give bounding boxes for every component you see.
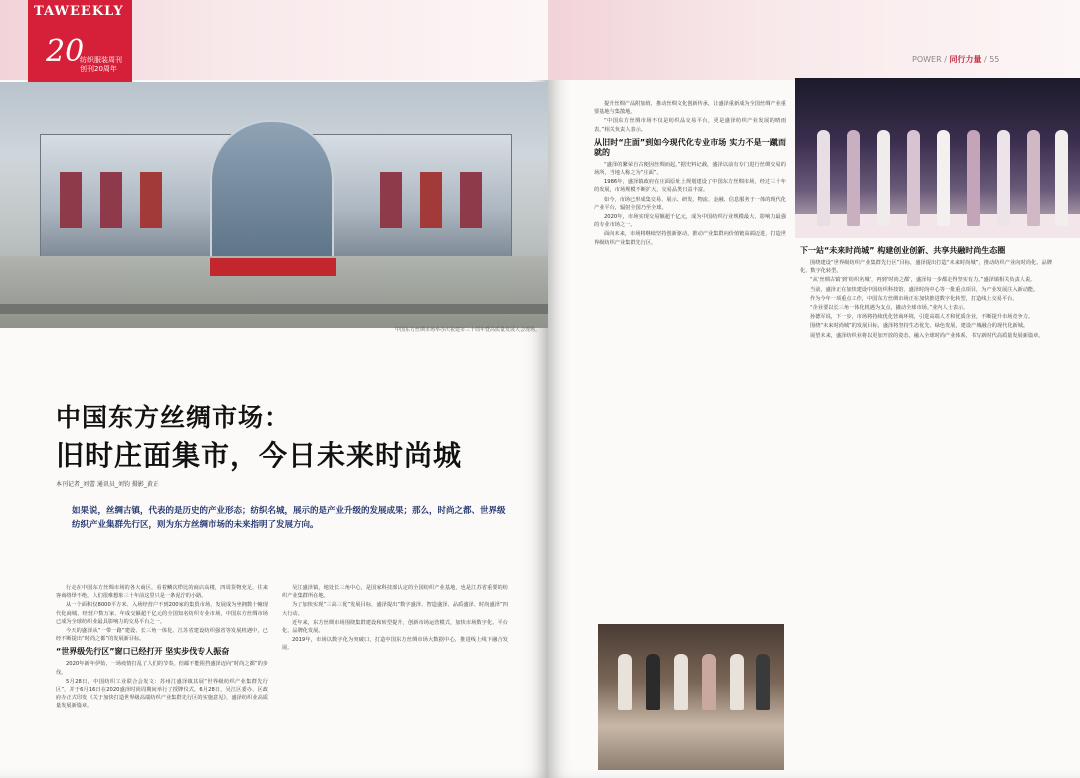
fashion-show-photo [795, 78, 1080, 238]
banner [60, 172, 82, 228]
runway-model [1027, 130, 1040, 226]
photo-caption: 中国东方丝绸市场举办庆祝建市三十周年暨高质量发展大会现场。 [394, 327, 540, 333]
mannequin [646, 654, 660, 710]
runway-model [877, 130, 890, 226]
market-aerial-photo [0, 82, 548, 328]
banner [100, 172, 122, 228]
text-column-3 [594, 100, 786, 612]
paragraph: 2020年新年伊始，一场疫情打乱了人们的节奏。但邮不能阻挡盛泽迈向“时尚之都”的步伐。 [56, 661, 268, 676]
banner [380, 172, 402, 228]
mannequin [618, 654, 632, 710]
subheading: 下一站“未来时尚城” 构建创业创新、共享共融时尚生态圈 [800, 246, 1006, 255]
page-number: 55 [989, 55, 1000, 64]
paragraph: 提升丝绸产品附加值，推动丝绸文化创新传承，让盛泽重新成为全国丝绸产业重要基地与集散地。 [594, 101, 786, 116]
paragraph: 孙德军说，下一步，市场将持续优化营商环境，引进高端人才和优质企业，不断提升市场竞争力。 [810, 314, 1034, 321]
lead-paragraph: 如果说，丝绸古镇，代表的是历史的产业形态；纺织名城，展示的是产业升级的发展成果；那么，时尚之都、世界级纺织产业集群先行区，则为东方丝绸市场的未来指明了发展方向。 [72, 506, 506, 530]
magazine-name: TAWEEKLY [34, 4, 124, 19]
runway-model [847, 130, 860, 226]
paragraph: 面向未来，市场将继续坚持创新驱动，推动产业集群向价值链高端迈进，打造世界级纺织产业集群先行区。 [594, 231, 786, 246]
red-stage [210, 258, 336, 276]
runway-model [967, 130, 980, 226]
paragraph: 5月28日，中国纺织工业联合会发文：苏州江盛泽镇其展“世界级纺织产业集群先行区”，并于6月16日在2020盛泽时尚周期间举行了授牌仪式。6月28日，吴江区委办、区政府办正式印发《关于加快打造世界级高端纺织产业集群先行区的实施意见》，盛泽纺织业高质量发展新篇章。 [56, 678, 268, 710]
mannequin [756, 654, 770, 710]
paragraph: 行走在中国东方丝绸市场的各大商区，看着鳞次栉比的商店高楼，四周货物充足，往来客商络绎不绝，人们很难想象三十年前这里只是一条泥泞的小路。 [56, 585, 268, 600]
paragraph: 围绕建设“世界级纺织产业集群先行区”目标，盛泽提出打造“未来时尚城”，推动纺织产业向时尚化、品牌化、数字化转型。 [800, 260, 1052, 275]
paragraph: 围绕“未来时尚城”的发展目标，盛泽将坚持生态优先、绿色发展，建设产城融合的现代化新城。 [810, 323, 1029, 330]
paragraph: “企业要以长三角一体化机遇为支点，撬动全球市场。”业内人士表示。 [810, 305, 969, 312]
runway-model [1055, 130, 1068, 226]
paragraph: 1986年，盛泽镇政府在庄面原址上规划建设了中国东方丝绸市场，经过三十年的发展，市场规模不断扩大，交易品类日益丰富。 [594, 179, 786, 194]
paragraph: “中国东方丝绸市场不仅是纺织品交易平台，更是盛泽纺织产业发展的晴雨表。”相关负责人表示。 [594, 118, 786, 133]
runway-model [997, 130, 1010, 226]
article-title-line1: 中国东方丝绸市场： [56, 403, 291, 432]
road [0, 304, 548, 314]
header-background [548, 0, 1080, 80]
folio-section-cn: 同行力量 [949, 55, 982, 64]
banner [140, 172, 162, 228]
runway-model [907, 130, 920, 226]
text-column-2 [282, 584, 508, 774]
paragraph: 从一个面积仅8000平方米、入场经营户不到200家的集贸市场，发展成为坐拥数十幢现代化商城、经营户数万家、年成交额超千亿元的全国知名纺织专业市场，中国东方丝绸市场已成为全球纺织业最具影响力的交易平台之一。 [56, 602, 268, 625]
paragraph: 当前，盛泽正在加快建设中国纺织科技馆、盛泽时尚中心等一批重点项目，为产业发展注入新动能。 [810, 286, 1039, 293]
paragraph: 吴江盛泽镇，地处长三角中心，是国家科技部认定的全国纺织产业基地，也是江苏省重要的纺织产业集群所在地。 [282, 585, 508, 600]
paragraph: 为了加快实现“三高三优”发展目标，盛泽提出“数字盛泽、智造盛泽、品质盛泽、时尚盛泽”四大行动。 [282, 602, 508, 617]
glass-arch [210, 120, 334, 260]
runway-model [817, 130, 830, 226]
anniversary-number: 20 [46, 34, 85, 69]
mannequin [702, 654, 716, 710]
text-column-1 [56, 584, 268, 774]
paragraph: 2019年，市场以数字化为突破口，打造中国东方丝绸市场大数据中心，推进线上线下融合发展。 [282, 637, 508, 652]
anniversary-text: 纺织服装周刊 创刊20周年 [80, 56, 122, 73]
paragraph: 展望未来，盛泽纺织业将以更加开放的姿态，融入全球时尚产业体系，书写新时代高质量发展新篇章。 [810, 332, 1044, 339]
banner [460, 172, 482, 228]
paragraph: “从‘丝绸古镇’到‘纺织名城’，再到‘时尚之都’，盛泽每一步都走得坚实有力。”盛泽镇相关负责人说。 [810, 277, 1036, 284]
paragraph: 如今，市场已形成集交易、展示、研发、物流、金融、信息服务于一体的现代化产业平台，辐射全国乃至全球。 [594, 196, 786, 211]
article-title-line2: 旧时庄面集市，今日未来时尚城 [56, 439, 463, 472]
paragraph: 今天的盛泽从“一带一路”建设、长三角一体化、江苏省建设纺织强省等发展机遇中，已经不断提出“时尚之都”的发展新目标。 [56, 628, 268, 643]
store-display-photo [598, 624, 784, 770]
folio-section-en: POWER [912, 55, 942, 64]
paragraph: 近年来，东方丝绸市场围绕集群建设和转型提升，创新市场运营模式，加快市场数字化、平台化、品牌化发展。 [282, 619, 508, 635]
mannequin [674, 654, 688, 710]
paragraph: 2020年，市场实现交易额超千亿元，成为中国纺织行业规模最大、影响力最强的专业市场之一。 [594, 214, 786, 229]
page-folio: POWER / 同行力量 / 55 [912, 55, 1000, 64]
banner [420, 172, 442, 228]
subheading: “世界级先行区”窗口已经打开 坚实步伐专人振奋 [56, 647, 230, 657]
subheading: 从旧时“庄面”到如今现代化专业市场 实力不是一蹴而就的 [594, 137, 786, 157]
byline: 本刊记者_刘蕾 通讯员_刘钧 摄影_黄正 [56, 481, 159, 488]
runway-model [937, 130, 950, 226]
text-column-4 [800, 242, 1052, 772]
mannequin [730, 654, 744, 710]
paragraph: “盛泽的繁荣自古便因丝绸而起。”据史料记载，盛泽以前有专门进行丝绸交易的场所，当地人称之为“庄面”。 [594, 161, 786, 177]
paragraph: 作为今年一项重点工作，中国东方丝绸市场正在加快推进数字化转型，打造线上交易平台。 [810, 295, 1018, 302]
